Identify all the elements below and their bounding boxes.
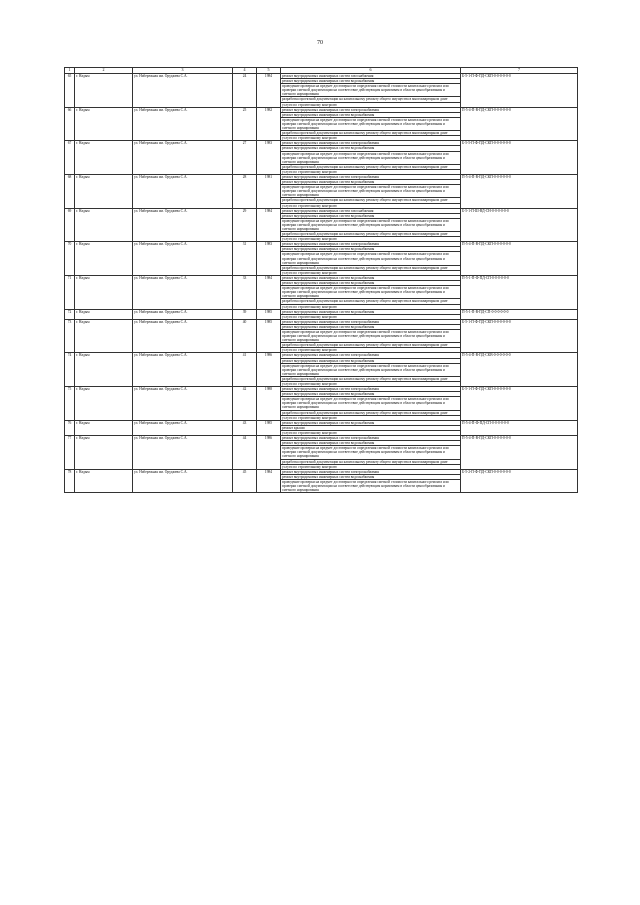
table-row (65, 309, 578, 314)
work-item: разработка проектной документации на капитальному ремонту общего имущества в многоквартирном доме (281, 164, 461, 169)
work-item: ремонт внутридомовых инженерных систем водоснабжения (281, 247, 461, 252)
record-house: 40 (233, 319, 257, 353)
column-number: 7 (461, 68, 578, 74)
work-item: ремонт внутридомовых инженерных систем водоснабжения (281, 441, 461, 446)
record-city: г. Надым (75, 174, 133, 208)
record-year: 1985 (257, 319, 281, 353)
record-city: г. Надым (75, 420, 133, 435)
record-number: 68 (65, 174, 75, 208)
record-code: П-5-4-П-Ф-ПД-СП-0-0-0-0-0-0 (461, 420, 578, 435)
record-number: 75 (65, 387, 75, 421)
work-item: ремонт внутридомовых инженерных систем электроснабжения (281, 107, 461, 112)
record-city: г. Надым (75, 469, 133, 492)
works-table (64, 67, 578, 493)
work-item: ремонт внутридомовых инженерных систем электроснабжения (281, 242, 461, 247)
record-city: г. Надым (75, 353, 133, 387)
work-item: ремонт внутридомовых инженерных систем водоснабжения (281, 392, 461, 397)
record-street: ул. Набережная им. Оруджева С.А. (133, 275, 233, 309)
record-number: 73 (65, 319, 75, 353)
work-item: разработка проектной документации на капитальному ремонту общего имущества в многоквартирном доме (281, 343, 461, 348)
record-year: 1984 (257, 469, 281, 492)
record-code: П-5-4-П-В-ПД-СКВ-0-0-0-0-0-0 (461, 353, 578, 387)
record-code: Б-5-1-П-Ш-ВД-СН-0-0-0-0-0-0 (461, 208, 578, 242)
record-code: П-5-4-П-В-ПД-СКП-0-0-0-0-0-0 (461, 174, 578, 208)
work-item: ремонт внутридомовых инженерных систем электроснабжения (281, 469, 461, 474)
record-street: ул. Набережная им. Оруджева С.А. (133, 309, 233, 319)
record-code: П-5-4-П-В-ПД-СКП-0-0-0-0-0-0 (461, 242, 578, 276)
work-item: ремонт внутридомовых инженерных систем водоснабжения (281, 112, 461, 117)
record-year: 1985 (257, 309, 281, 319)
record-house: 24 (233, 74, 257, 108)
record-number: 71 (65, 275, 75, 309)
record-number: 69 (65, 208, 75, 242)
record-year: 1985 (257, 420, 281, 435)
work-item: ремонт внутридомовых инженерных систем электроснабжения (281, 436, 461, 441)
record-house: 31 (233, 242, 257, 276)
work-item: разработка проектной документации на капитальному ремонту общего имущества в многоквартирном доме (281, 198, 461, 203)
work-item: проведение проверки на предмет достоверности определения сметной стоимости капитального ремонта или проверки сметной документации на соответствие действующим нормативам в области ценообразования и сметного нормирования (281, 397, 461, 410)
work-item: услуги по строительному контролю (281, 430, 461, 435)
record-year: 1981 (257, 174, 281, 208)
record-year: 1984 (257, 275, 281, 309)
column-number: 2 (75, 68, 133, 74)
record-year: 1986 (257, 353, 281, 387)
page-number: 70 (317, 40, 323, 46)
record-street: ул. Набережная им. Оруджева С.А. (133, 174, 233, 208)
work-item: ремонт крыши (281, 425, 461, 430)
record-code: Б-5-1-П-Ф-ПД-СКП-0-0-0-0-0-0 (461, 319, 578, 353)
work-item: проведение проверки на предмет достоверности определения сметной стоимости капитального ремонта или проверки сметной документации на соответствие действующим нормативам в области ценообразования и сметного нормирования (281, 446, 461, 459)
record-year: 1982 (257, 107, 281, 141)
record-house: 33 (233, 275, 257, 309)
record-house: 43 (233, 420, 257, 435)
record-city: г. Надым (75, 275, 133, 309)
record-code: П-5-1-П-В-ПД-СП-0-0-0-0-0-0 (461, 309, 578, 319)
record-house: 27 (233, 141, 257, 175)
record-number: 70 (65, 242, 75, 276)
record-street: ул. Набережная им. Оруджева С.А. (133, 387, 233, 421)
record-city: г. Надым (75, 319, 133, 353)
work-item: ремонт внутридомовых инженерных систем водоснабжения (281, 281, 461, 286)
record-house: 29 (233, 208, 257, 242)
record-city: г. Надым (75, 242, 133, 276)
record-house: 44 (233, 436, 257, 470)
work-item: ремонт внутридомовых инженерных систем водоснабжения (281, 309, 461, 314)
record-street: ул. Набережная им. Оруджева С.А. (133, 469, 233, 492)
record-year: 1986 (257, 436, 281, 470)
record-city: г. Надым (75, 74, 133, 108)
record-city: г. Надым (75, 141, 133, 175)
work-item: ремонт внутридомовых инженерных систем водоснабжения (281, 180, 461, 185)
work-item: проведение проверки на предмет достоверности определения сметной стоимости капитального ремонта или проверки сметной документации на соответствие действующим нормативам в области ценообразования и сметного нормирования (281, 286, 461, 299)
record-code: Б-5-2-П-Ф-ПД-СКП-0-0-0-0-0-0 (461, 469, 578, 492)
work-item: услуги по строительному контролю (281, 348, 461, 353)
work-item: проведение проверки на предмет достоверности определения сметной стоимости капитального ремонта или проверки сметной документации на соответствие действующим нормативам в области ценообразования и сметного нормирования (281, 479, 461, 492)
work-item: разработка проектной документации на капитальному ремонту общего имущества в многоквартирном доме (281, 410, 461, 415)
work-item: проведение проверки на предмет достоверности определения сметной стоимости капитального ремонта или проверки сметной документации на соответствие действующим нормативам в области ценообразования и сметного нормирования (281, 84, 461, 97)
work-item: услуги по строительному контролю (281, 169, 461, 174)
work-item: разработка проектной документации на капитальному ремонту общего имущества в многоквартирном доме (281, 265, 461, 270)
work-item: ремонт внутридомовых инженерных систем водоснабжения (281, 146, 461, 151)
record-city: г. Надым (75, 208, 133, 242)
work-item: услуги по строительному контролю (281, 304, 461, 309)
work-item: разработка проектной документации на капитальному ремонту общего имущества в многоквартирном доме (281, 459, 461, 464)
work-item: разработка проектной документации на капитальному ремонту общего имущества в многоквартирном доме (281, 299, 461, 304)
work-item: ремонт внутридомовых инженерных систем электроснабжения (281, 141, 461, 146)
table-row (65, 319, 578, 324)
column-number: 6 (281, 68, 461, 74)
work-item: ремонт внутридомовых инженерных систем электроснабжения (281, 387, 461, 392)
record-number: 74 (65, 353, 75, 387)
record-number: 78 (65, 469, 75, 492)
work-item: услуги по строительному контролю (281, 415, 461, 420)
table-row (65, 469, 578, 474)
record-street: ул. Набережная им. Оруджева С.А. (133, 353, 233, 387)
work-item: ремонт внутридомовых инженерных систем газоснабжения (281, 74, 461, 79)
work-item: услуги по строительному контролю (281, 203, 461, 208)
table-row (65, 436, 578, 441)
work-item: проведение проверки на предмет достоверности определения сметной стоимости капитального ремонта или проверки сметной документации на соответствие действующим нормативам в области ценообразования и сметного нормирования (281, 252, 461, 265)
work-item: проведение проверки на предмет достоверности определения сметной стоимости капитального ремонта или проверки сметной документации на соответствие действующим нормативам в области ценообразования и сметного нормирования (281, 329, 461, 342)
record-code: П-5-4-П-В-ПД-СКП-0-0-0-0-0-0 (461, 107, 578, 141)
column-number: 3 (133, 68, 233, 74)
record-house: 28 (233, 174, 257, 208)
record-year: 1984 (257, 74, 281, 108)
record-year: 1983 (257, 141, 281, 175)
work-item: ремонт внутридомовых инженерных систем водоснабжения (281, 324, 461, 329)
work-item: ремонт внутридомовых инженерных систем электроснабжения (281, 353, 461, 358)
work-item: услуги по строительному контролю (281, 237, 461, 242)
column-number: 4 (233, 68, 257, 74)
column-number: 1 (65, 68, 75, 74)
record-code: Б-5-5-П-Ф-ПД-СКП-0-0-0-0-0-0 (461, 141, 578, 175)
record-number: 72 (65, 309, 75, 319)
record-street: ул. Набережная им. Оруджева С.А. (133, 208, 233, 242)
work-item: ремонт внутридомовых инженерных систем электроснабжения (281, 174, 461, 179)
record-street: ул. Набережная им. Оруджева С.А. (133, 141, 233, 175)
work-item: проведение проверки на предмет достоверности определения сметной стоимости капитального ремонта или проверки сметной документации на соответствие действующим нормативам в области ценообразования и сметного нормирования (281, 185, 461, 198)
record-code: Б-5-1-П-Ф-ПД-СКП-0-0-0-0-0-0 (461, 387, 578, 421)
column-number: 5 (257, 68, 281, 74)
work-item: разработка проектной документации на капитальному ремонту общего имущества в многоквартирном доме (281, 97, 461, 102)
table-row (65, 353, 578, 358)
work-item: услуги по строительному контролю (281, 314, 461, 319)
table-row (65, 275, 578, 280)
record-street: ул. Набережная им. Оруджева С.А. (133, 319, 233, 353)
table-row (65, 208, 578, 213)
record-house: 41 (233, 353, 257, 387)
record-code: Б-5-1-П-Ф-ПД-СКП-0-0-0-0-0-0 (461, 74, 578, 108)
work-item: ремонт внутридомовых инженерных систем газоснабжения (281, 208, 461, 213)
record-city: г. Надым (75, 309, 133, 319)
table-row (65, 420, 578, 425)
work-item: проведение проверки на предмет достоверности определения сметной стоимости капитального ремонта или проверки сметной документации на соответствие действующим нормативам в области ценообразования и сметного нормирования (281, 117, 461, 130)
work-item: услуги по строительному контролю (281, 270, 461, 275)
work-item: ремонт внутридомовых инженерных систем электроснабжения (281, 319, 461, 324)
work-item: разработка проектной документации на капитальному ремонту общего имущества в многоквартирном доме (281, 131, 461, 136)
record-street: ул. Набережная им. Оруджева С.А. (133, 436, 233, 470)
table-row (65, 74, 578, 79)
record-number: 77 (65, 436, 75, 470)
record-number: 65 (65, 74, 75, 108)
work-item: проведение проверки на предмет достоверности определения сметной стоимости капитального ремонта или проверки сметной документации на соответствие действующим нормативам в области ценообразования и сметного нормирования (281, 363, 461, 376)
record-house: 25 (233, 107, 257, 141)
record-street: ул. Набережная им. Оруджева С.А. (133, 74, 233, 108)
record-year: 1988 (257, 387, 281, 421)
record-number: 76 (65, 420, 75, 435)
work-item: услуги по строительному контролю (281, 102, 461, 107)
work-item: разработка проектной документации на капитальному ремонту общего имущества в многоквартирном доме (281, 232, 461, 237)
work-item: проведение проверки на предмет достоверности определения сметной стоимости капитального ремонта или проверки сметной документации на соответствие действующим нормативам в области ценообразования и сметного нормирования (281, 218, 461, 231)
record-street: ул. Набережная им. Оруджева С.А. (133, 242, 233, 276)
table-row (65, 242, 578, 247)
work-item: разработка проектной документации на капитальному ремонту общего имущества в многоквартирном доме (281, 376, 461, 381)
record-code: П-5-4-П-В-ПД-СКП-0-0-0-0-0-0 (461, 436, 578, 470)
table-row (65, 141, 578, 146)
work-item: ремонт внутридомовых инженерных систем водоснабжения (281, 358, 461, 363)
record-street: ул. Набережная им. Оруджева С.А. (133, 420, 233, 435)
record-house: 39 (233, 309, 257, 319)
record-year: 1984 (257, 208, 281, 242)
work-item: ремонт внутридомовых инженерных систем водоснабжения (281, 213, 461, 218)
work-item: ремонт внутридомовых инженерных систем водоснабжения (281, 275, 461, 280)
work-item: услуги по строительному контролю (281, 464, 461, 469)
record-year: 1983 (257, 242, 281, 276)
record-city: г. Надым (75, 436, 133, 470)
work-item: ремонт внутридомовых инженерных систем водоснабжения (281, 474, 461, 479)
record-number: 66 (65, 107, 75, 141)
record-house: 42 (233, 387, 257, 421)
record-house: 45 (233, 469, 257, 492)
work-item: услуги по строительному контролю (281, 382, 461, 387)
record-code: П-5-1-П-Ф-ПД-СП-0-0-0-0-0-0 (461, 275, 578, 309)
record-street: ул. Набережная им. Оруджева С.А. (133, 107, 233, 141)
table-row (65, 387, 578, 392)
work-item: ремонт внутридомовых инженерных систем водоснабжения (281, 420, 461, 425)
work-item: проведение проверки на предмет достоверности определения сметной стоимости капитального ремонта или проверки сметной документации на соответствие действующим нормативам в области ценообразования и сметного нормирования (281, 151, 461, 164)
table-row (65, 107, 578, 112)
record-number: 67 (65, 141, 75, 175)
table-row (65, 174, 578, 179)
record-city: г. Надым (75, 107, 133, 141)
record-city: г. Надым (75, 387, 133, 421)
work-item: ремонт внутридомовых инженерных систем водоснабжения (281, 79, 461, 84)
work-item: услуги по строительному контролю (281, 136, 461, 141)
